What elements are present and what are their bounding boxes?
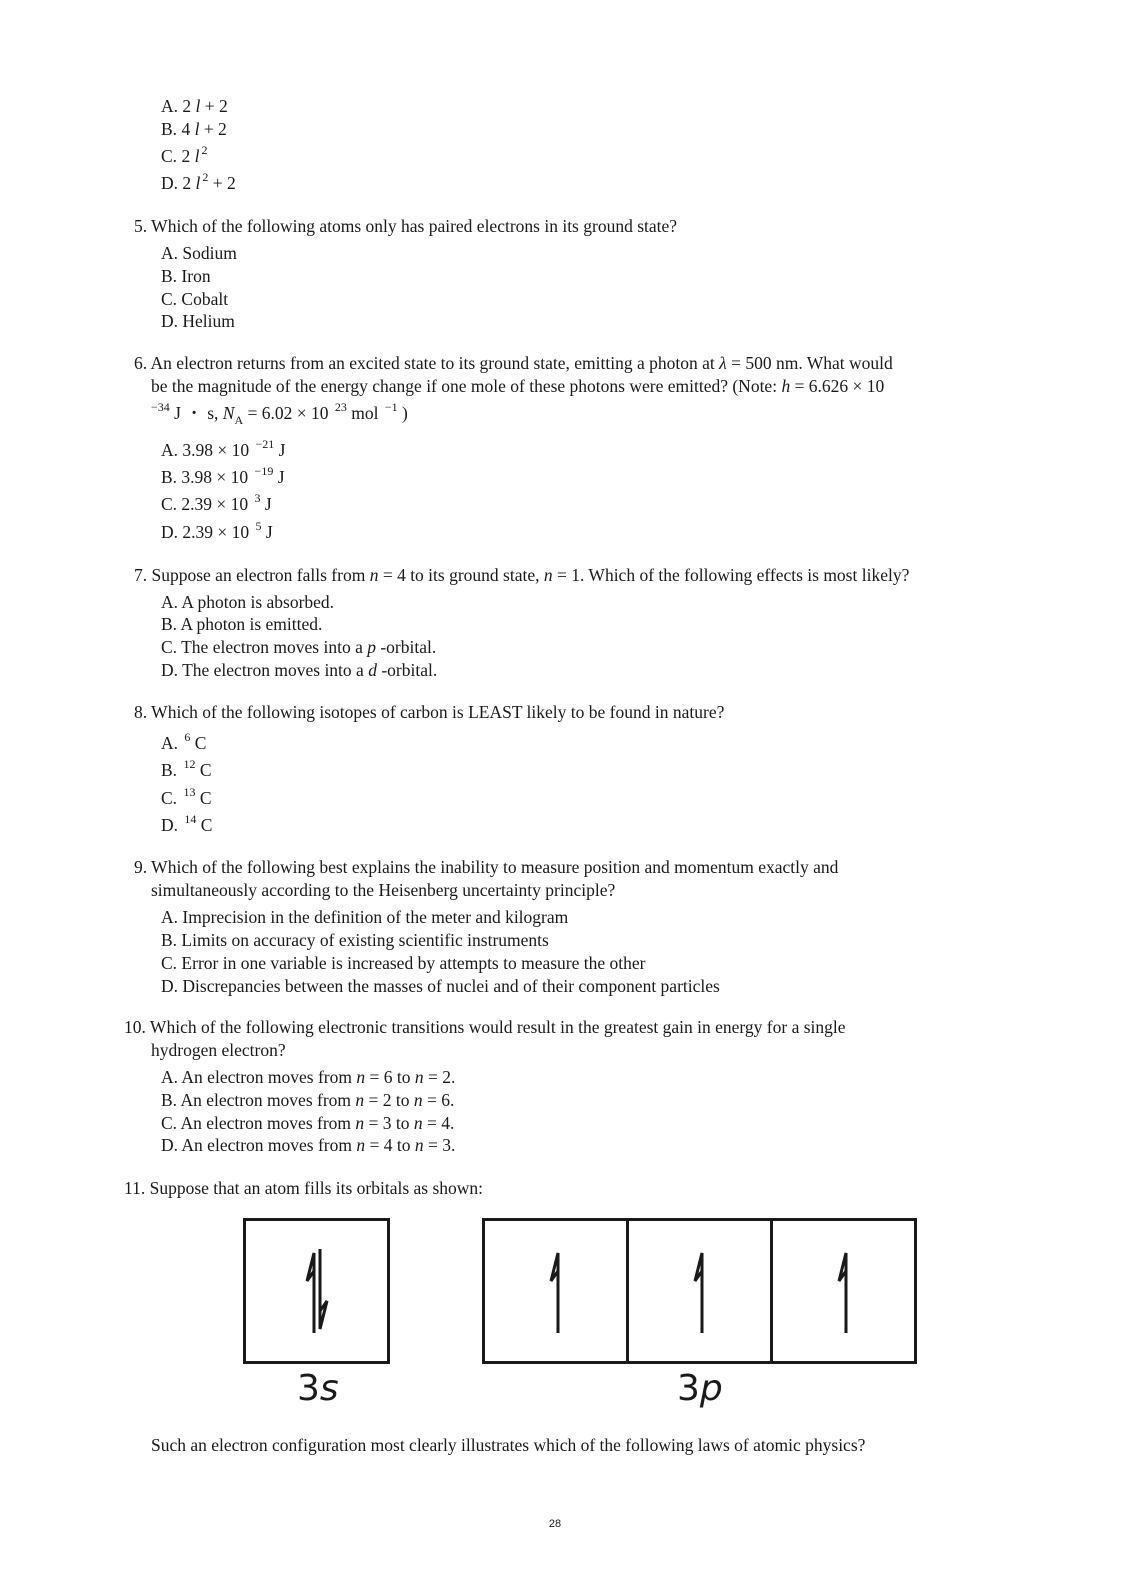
- spin-up-arrow-icon: [485, 1221, 626, 1361]
- q9-option-b: B. Limits on accuracy of existing scientific instruments: [161, 930, 549, 950]
- q10-option-b: B. An electron moves from n = 2 to n = 6.: [161, 1090, 455, 1110]
- q6-option-a: A. 3.98 × 10 $^{-21}$ J: [161, 437, 286, 460]
- paired-spin-arrows-icon: [246, 1221, 387, 1361]
- q4-option-b: B. 4 l + 2: [161, 119, 227, 139]
- q5-option-b: B. Iron: [161, 266, 211, 286]
- q6-option-c: C. 2.39 × 10 $^3$ J: [161, 491, 272, 514]
- q8-option-a: A. $^6$ C: [161, 730, 207, 753]
- orbital-3s-box: [243, 1218, 390, 1364]
- q5-option-c: C. Cobalt: [161, 289, 229, 309]
- q6-stem-line3: $^{-34}$ J ・ s, $N_A = 6.02 \times 10$ $^{23}$ mol $^{-1}$ ): [151, 400, 408, 427]
- q10-option-a: A. An electron moves from n = 6 to n = 2.: [161, 1067, 456, 1087]
- orbital-3p-box-3: [770, 1218, 917, 1364]
- q9-option-a: A. Imprecision in the definition of the meter and kilogram: [161, 907, 569, 927]
- q11-followup: Such an electron configuration most clearly illustrates which of the following laws of atomic physics?: [151, 1435, 866, 1455]
- q9-stem-line1: 9. Which of the following best explains the inability to measure position and momentum exactly and: [134, 857, 839, 877]
- q5-option-a: A. Sodium: [161, 243, 237, 263]
- q8-option-b: B. $^{12}$ C: [161, 757, 212, 780]
- q10-option-c: C. An electron moves from n = 3 to n = 4.: [161, 1113, 455, 1133]
- q5-stem: 5. Which of the following atoms only has paired electrons in its ground state?: [134, 216, 678, 236]
- q7-option-b: B. A photon is emitted.: [161, 614, 323, 634]
- spin-up-arrow-icon: [773, 1221, 914, 1361]
- q7-stem: 7. Suppose an electron falls from n = 4 to its ground state, n = 1. Which of the following effects is most likely?: [134, 565, 910, 585]
- q9-option-d: D. Discrepancies between the masses of nuclei and of their component particles: [161, 976, 720, 996]
- q7-option-a: A. A photon is absorbed.: [161, 592, 335, 612]
- q9-stem-line2: simultaneously according to the Heisenberg uncertainty principle?: [151, 880, 616, 900]
- q6-stem-line2: be the magnitude of the energy change if one mole of these photons were emitted? (Note: h = 6.626 × 10: [151, 376, 885, 396]
- orbital-3s-label: 3s: [297, 1368, 339, 1409]
- q4-option-d: D. 2 l $^2$ + 2: [161, 170, 236, 193]
- q6-option-d: D. 2.39 × 10 $^5$ J: [161, 519, 273, 542]
- q11-stem: 11. Suppose that an atom fills its orbitals as shown:: [124, 1178, 484, 1198]
- q5-option-d: D. Helium: [161, 311, 235, 331]
- q9-option-c: C. Error in one variable is increased by attempts to measure the other: [161, 953, 646, 973]
- q6-option-b: B. 3.98 × 10 $^{-19}$ J: [161, 464, 285, 487]
- q8-option-c: C. $^{13}$ C: [161, 785, 212, 808]
- page-number: 28: [548, 1518, 562, 1530]
- q10-stem-line2: hydrogen electron?: [151, 1040, 286, 1060]
- q8-stem: 8. Which of the following isotopes of carbon is LEAST likely to be found in nature?: [134, 702, 725, 722]
- q8-option-d: D. $^{14}$ C: [161, 812, 213, 835]
- q7-option-d: D. The electron moves into a d -orbital.: [161, 660, 438, 680]
- q4-option-a: A. 2 l + 2: [161, 96, 228, 116]
- orbital-3p-box-2: [626, 1218, 773, 1364]
- q10-option-d: D. An electron moves from n = 4 to n = 3.: [161, 1135, 456, 1155]
- q10-stem-line1: 10. Which of the following electronic transitions would result in the greatest gain in energy for a single: [124, 1017, 846, 1037]
- q6-stem-line1: 6. An electron returns from an excited state to its ground state, emitting a photon at λ = 500 nm. What would: [134, 353, 893, 373]
- q7-option-c: C. The electron moves into a p -orbital.: [161, 637, 437, 657]
- orbital-3p-label: 3p: [677, 1368, 723, 1409]
- q4-option-c: C. 2 l $^2$: [161, 143, 208, 166]
- orbital-3p-box-1: [482, 1218, 629, 1364]
- spin-up-arrow-icon: [629, 1221, 770, 1361]
